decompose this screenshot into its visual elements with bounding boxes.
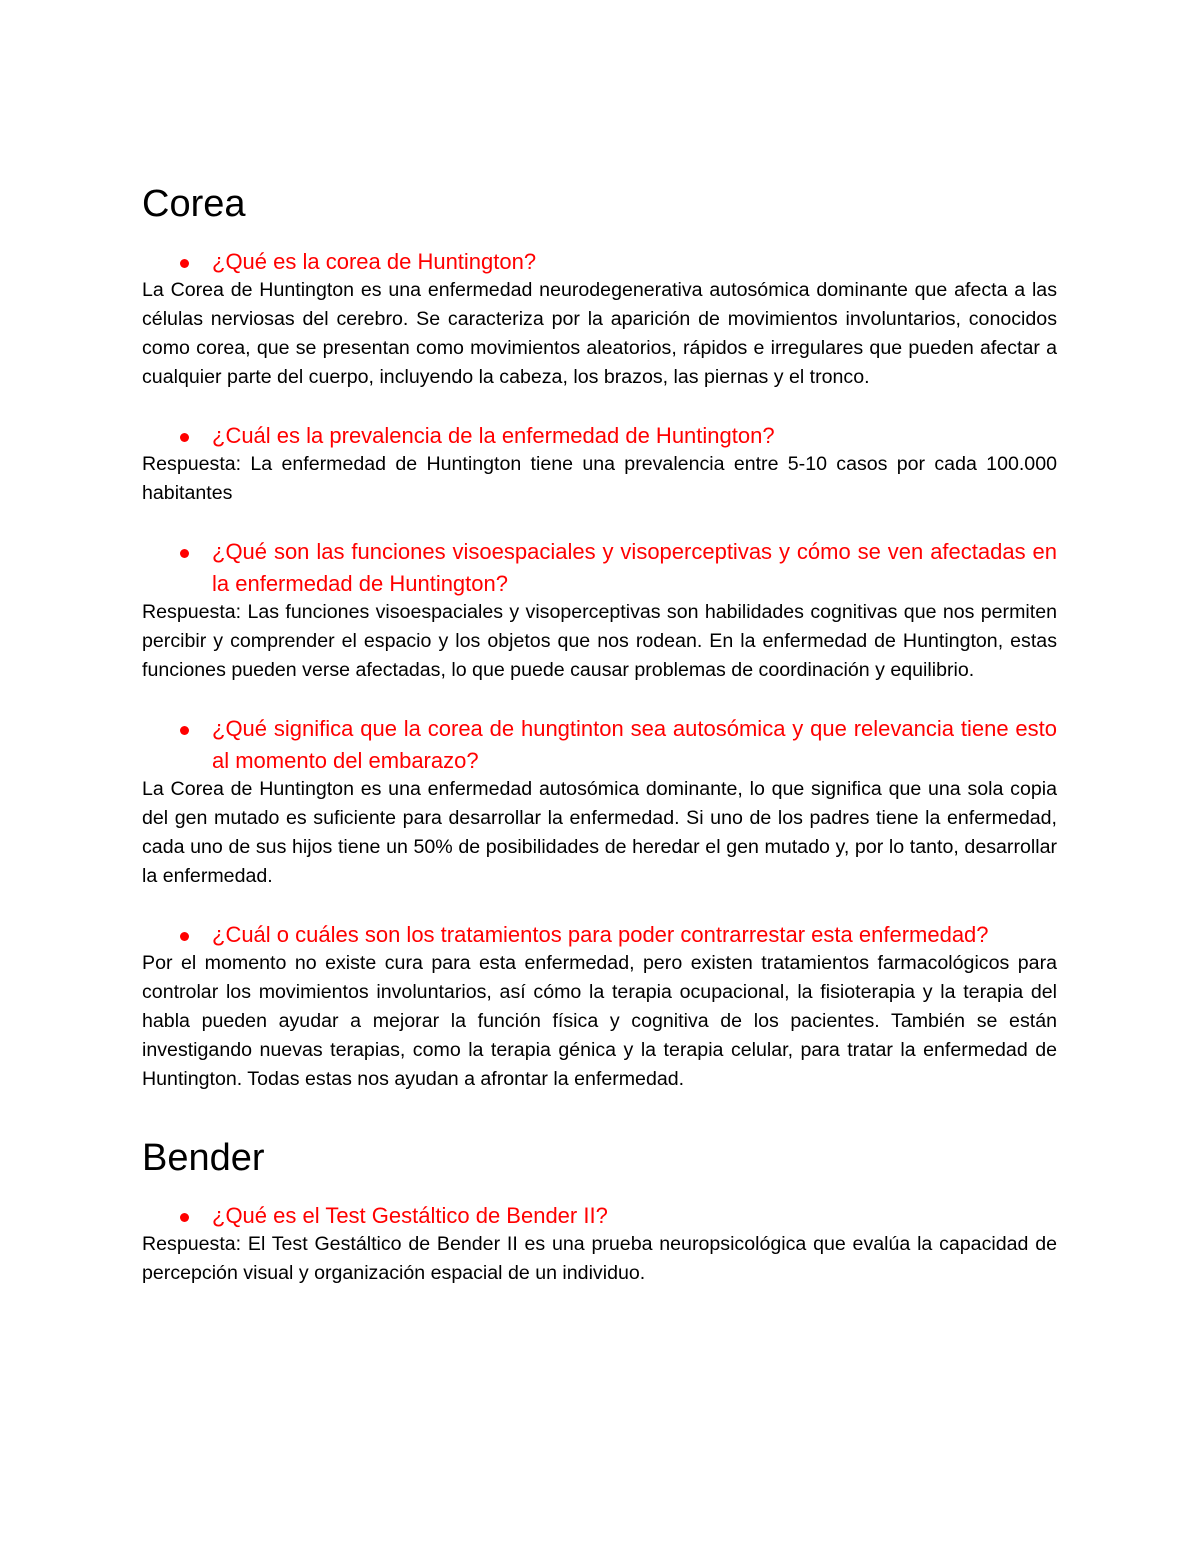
question-item bbox=[142, 536, 1057, 600]
question-text: ¿Qué son las funciones visoespaciales y visoperceptivas y cómo se ven afectadas en la enfermedad de Huntington? bbox=[212, 539, 1057, 596]
qa-item bbox=[142, 420, 1057, 508]
answer-text: Respuesta: La enfermedad de Huntington tiene una prevalencia entre 5-10 casos por cada 100.000 habitantes bbox=[142, 453, 1057, 504]
answer-text: Respuesta: El Test Gestáltico de Bender II es una prueba neuropsicológica que evalúa la capacidad de percepción visual y organización espacial de un individuo. bbox=[142, 1233, 1057, 1284]
bullet-icon bbox=[180, 1213, 189, 1222]
question-item bbox=[142, 919, 1057, 951]
bullet-icon bbox=[180, 932, 189, 941]
qa-item bbox=[142, 246, 1057, 392]
section-title-corea: Corea bbox=[142, 183, 246, 225]
qa-item bbox=[142, 536, 1057, 685]
qa-item bbox=[142, 713, 1057, 891]
question-item bbox=[142, 246, 1057, 278]
qa-item bbox=[142, 1200, 1057, 1288]
question-text: ¿Qué significa que la corea de hungtinton sea autosómica y que relevancia tiene esto al momento del embarazo? bbox=[212, 716, 1057, 773]
answer-text: La Corea de Huntington es una enfermedad neurodegenerativa autosómica dominante que afecta a las células nerviosas del cerebro. Se caracteriza por la aparición de movimientos involuntarios, conocidos como corea, que se presentan como movimientos aleatorios, rápidos e irregulares que pueden afectar a cualquier parte del cuerpo, incluyendo la cabeza, los brazos, las piernas y el tronco. bbox=[142, 279, 1057, 388]
answer-text: Por el momento no existe cura para esta enfermedad, pero existen tratamientos farmacológicos para controlar los movimientos involuntarios, así cómo la terapia ocupacional, la fisioterapia y la terapia del habla pueden ayudar a mejorar la función física y cognitiva de los pacientes. También se están investigando nuevas terapias, como la terapia génica y la terapia celular, para tratar la enfermedad de Huntington. Todas estas nos ayudan a afrontar la enfermedad. bbox=[142, 952, 1057, 1090]
question-text: ¿Cuál o cuáles son los tratamientos para poder contrarrestar esta enfermedad? bbox=[212, 922, 989, 947]
qa-item bbox=[142, 919, 1057, 1094]
answer-text: La Corea de Huntington es una enfermedad autosómica dominante, lo que significa que una sola copia del gen mutado es suficiente para desarrollar la enfermedad. Si uno de los padres tiene la enfermedad, cada uno de sus hijos tiene un 50% de posibilidades de heredar el gen mutado y, por lo tanto, desarrollar la enfermedad. bbox=[142, 778, 1057, 887]
bullet-icon bbox=[180, 726, 189, 735]
question-item bbox=[142, 1200, 1057, 1232]
bullet-icon bbox=[180, 549, 189, 558]
question-text: ¿Qué es el Test Gestáltico de Bender II? bbox=[212, 1203, 608, 1228]
question-text: ¿Cuál es la prevalencia de la enfermedad de Huntington? bbox=[212, 423, 775, 448]
section-title-bender: Bender bbox=[142, 1137, 265, 1179]
document-page bbox=[142, 178, 1057, 1316]
question-item bbox=[142, 713, 1057, 777]
question-text: ¿Qué es la corea de Huntington? bbox=[212, 249, 537, 274]
question-item bbox=[142, 420, 1057, 452]
bullet-icon bbox=[180, 433, 189, 442]
bullet-icon bbox=[180, 259, 189, 268]
answer-text: Respuesta: Las funciones visoespaciales y visoperceptivas son habilidades cognitivas que nos permiten percibir y comprender el espacio y los objetos que nos rodean. En la enfermedad de Huntington, estas funciones pueden verse afectadas, lo que puede causar problemas de coordinación y equilibrio. bbox=[142, 601, 1057, 681]
